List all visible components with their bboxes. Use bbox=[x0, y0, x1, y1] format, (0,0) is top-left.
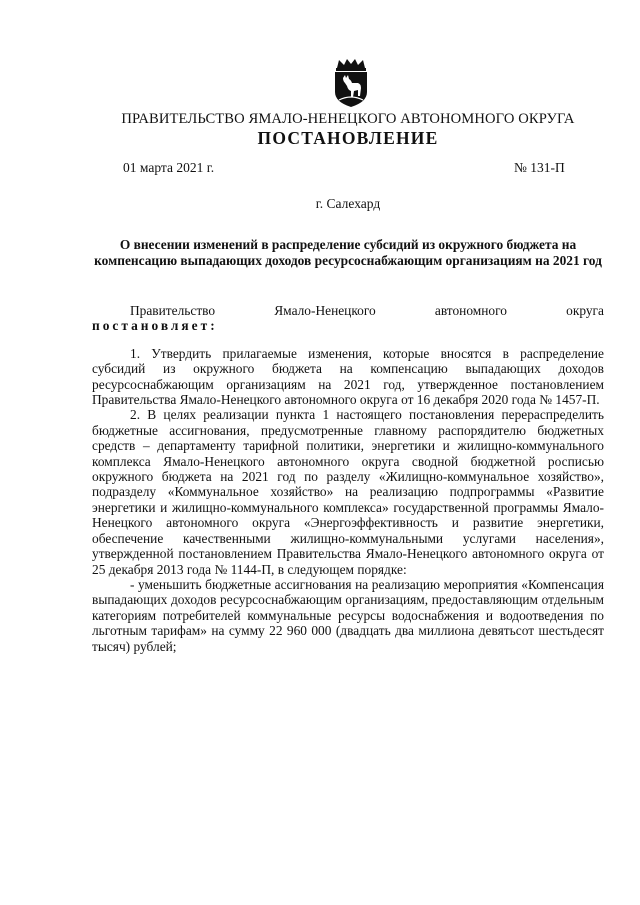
paragraph-2: 2. В целях реализации пункта 1 настоящего постановления перераспределить бюджетные ассигнования, предусмотренные главному распорядителю бюджетных средств – департаменту тарифной политики, энергетики и жилищно-коммунального комплекса Ямало-Ненецкого автономного округа сводной бюджетной росписью окружного бюджета на 2021 год по разделу «Жилищно-коммунальное хозяйство», подразделу «Коммунальное хозяйство» на реализацию подпрограммы «Развитие энергетики и жилищно-коммунального комплекса» государственной программы Ямало-Ненецкого автономного округа «Энергоэффективность и развитие энергетики, обеспечение качественными жилищно-коммунальными услугами населения», утвержденной постановлением Правительства Ямало-Ненецкого автономного округа от 25 декабря 2013 года № 1144-П, в следующем порядке: bbox=[92, 407, 604, 577]
preamble-word: автономного bbox=[434, 303, 507, 318]
decree-word: постановляет: bbox=[92, 318, 218, 334]
document-number: № 131-П bbox=[514, 160, 565, 175]
document-date: 01 марта 2021 г. bbox=[123, 160, 215, 175]
preamble-word: Ямало-Ненецкого bbox=[274, 303, 376, 318]
preamble-word: Правительство bbox=[130, 303, 216, 318]
document-type: ПОСТАНОВЛЕНИЕ bbox=[257, 128, 439, 148]
government-name: ПРАВИТЕЛЬСТВО ЯМАЛО-НЕНЕЦКОГО АВТОНОМНОГО ОКРУГА bbox=[121, 111, 575, 127]
document-body bbox=[92, 303, 604, 654]
document-title: О внесении изменений в распределение субсидий из окружного бюджета на компенсацию выпадающих доходов ресурсоснабжающим организациям на 2021 год bbox=[94, 237, 602, 268]
paragraph-3: - уменьшить бюджетные ассигнования на реализацию мероприятия «Компенсация выпадающих доходов ресурсоснабжающим организациям, предоставляющим отдельным категориям потребителей коммунальные ресурсы водоснабжения и водоотведения по льготным тарифам» на сумму 22 960 000 (двадцать два миллиона девятьсот шестьдесят тысяч) рублей; bbox=[92, 576, 604, 654]
preamble-line bbox=[92, 303, 604, 318]
city: г. Салехард bbox=[315, 196, 381, 211]
coat-of-arms-emblem bbox=[325, 58, 377, 108]
paragraph-1: 1. Утвердить прилагаемые изменения, которые вносятся в распределение субсидий из окружного бюджета на компенсацию выпадающих доходов ресурсоснабжающим организациям на 2021 год, утвержденное постановлением Правительства Ямало-Ненецкого автономного округа от 16 декабря 2020 года № 1457-П. bbox=[92, 345, 604, 408]
preamble-word: округа bbox=[566, 303, 604, 318]
